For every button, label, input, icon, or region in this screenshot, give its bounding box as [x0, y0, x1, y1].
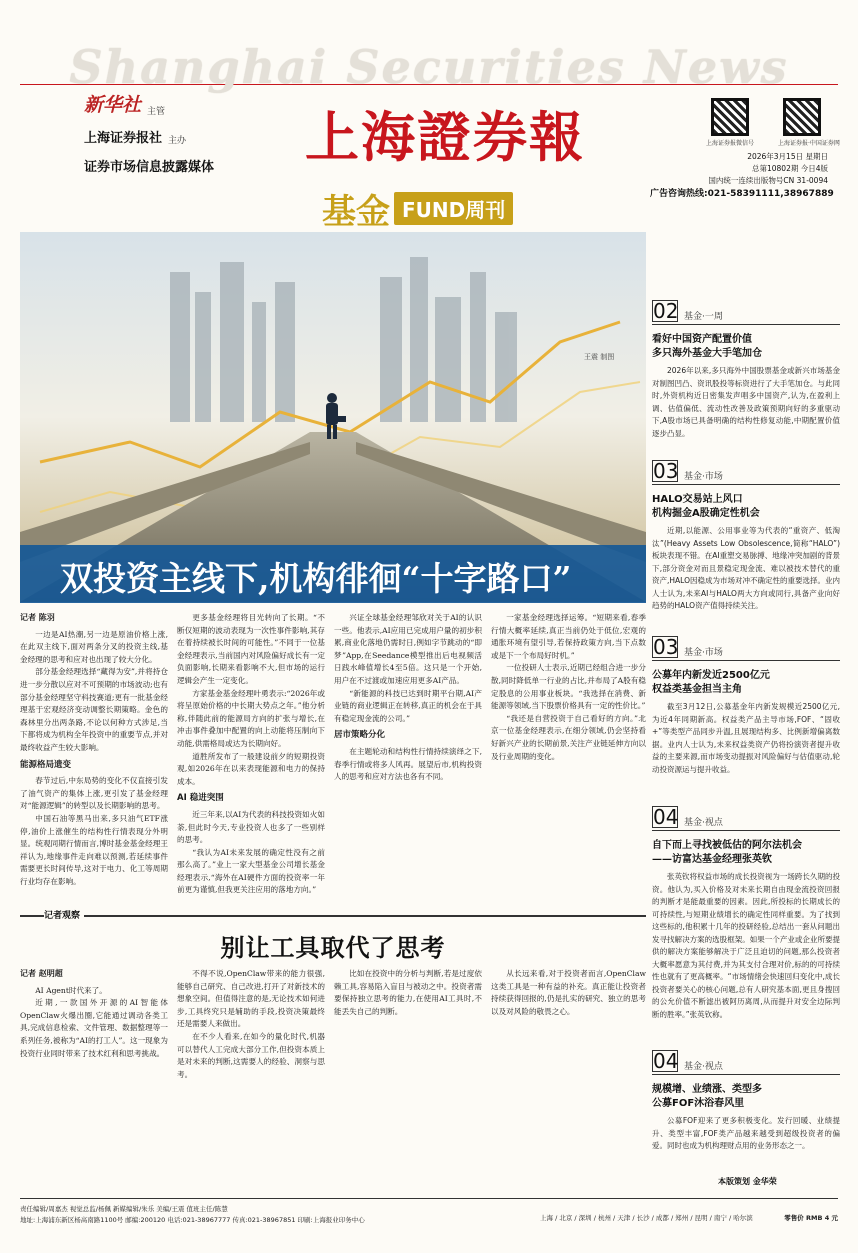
- contents-summary: 截至3月12日,公募基金年内新发规模近2500亿元,为近4年同期新高。权益类产品主导市场,FOF、“固收+”等类型产品同步升温,且展现结构多、比例新增偏离数据。业内人士认为,未来权益类资产仍将扮演资者提升收益的主要来源,而市场变动提振对风险偏好与估值驱动,轮动投资源运与提升收益。: [652, 702, 840, 774]
- fund-en-label: FUND周刊: [394, 192, 513, 225]
- opinion-column-3: [334, 968, 482, 1168]
- page-number: 03: [653, 635, 679, 659]
- footer-credits: [20, 1204, 490, 1226]
- article-paragraph: 中国石油等黑马出来,多只油气ETF涨停,油价上涨催生的结构性行情表现分外明显。统观同期行情而言,博时基金基金经理王祥认为,地缘事件走向难以预测,若延续事件需要更长时间传导,这对于电力、化工等周期行业均存在影响。: [20, 813, 168, 886]
- qr-label: 上海证券报微信号: [706, 140, 755, 147]
- contents-item[interactable]: [652, 636, 840, 776]
- article-paragraph: 一位投研人士表示,近期已经组合进一步分散,同时降低单一行业的占比,并布局了A股有稳定股息的公用事业板块。“我选择在消费、新能源等领域,当下股票价格具有一定的性价比。”: [491, 663, 646, 711]
- article-subheading: 能源格局遗变: [20, 759, 72, 770]
- section-divider: [20, 915, 646, 917]
- section-tag: 基金·市场: [684, 648, 723, 658]
- article-paragraph: “我认为AI未来发展的确定性没有之前那么高了。”业上一家大型基金公司增长基金经理表示,“海外在AI硬件方面的投资率一年前更为谨慎,但我更关注应用的落地方向。”: [177, 847, 325, 895]
- contents-title: HALO交易站上风口 机构掘金A股确定性机会: [652, 494, 760, 519]
- contents-title: 公募年内新发近2500亿元 权益类基金担当主角: [652, 670, 770, 695]
- article-paragraph: 春节过后,中东局势的变化不仅直接引发了油气资产的集体上涨,更引发了基金经理对“能源逻辑”的转型以及长期影响的思考。: [20, 776, 168, 811]
- contents-summary: 公募FOF迎来了更多积极变化。发行回暖、业绩提升、类型丰富,FOF类产品越来越受到超级投资者的偏爱。同时也成为机构理财点用的业务形态之一。: [652, 1116, 840, 1150]
- photo-credit: 王震 制图: [584, 353, 615, 361]
- section-tag: 基金·一周: [684, 312, 723, 322]
- article-byline: 记者 陈羽: [20, 613, 55, 622]
- section-tag: 基金·市场: [684, 472, 723, 482]
- issue-number: 总第10802期 今日4版: [751, 164, 828, 173]
- article-paragraph: 一边是AI热潮,另一边是原油价格上涨,在此双主线下,面对两条分叉的投资主线,基金经理的思考和应对也出现了较大分化。: [20, 629, 168, 664]
- opinion-byline: 记者 赵明超: [20, 969, 63, 978]
- article-paragraph: 兴证全球基金经理邹欣对关于AI的认识一些。他表示,AI应用已完成用户量的初步积累,商业化落地仍需时日,例如字节跳动的“即梦”App,在Seedance模型推出后电视频活日践水峰值增长4至5倍。这只是一个开始,用户在不过渡或加速应用更多AI产品。: [334, 613, 482, 685]
- retail-price: 零售价 RMB 4 元: [784, 1214, 838, 1222]
- opinion-title[interactable]: 别让工具取代了思考: [220, 933, 446, 962]
- qr-code-icon: [711, 98, 749, 136]
- section-tag: 基金·视点: [684, 818, 723, 828]
- ad-hotline: 广告咨询热线:021-58391111,38967889: [650, 189, 834, 199]
- footer-staff: 责任编辑/周嘉杰 视觉总监/杨佩 新媒编辑/朱乐 美编/王震 值班主任/陈慧: [20, 1205, 228, 1213]
- article-paragraph: “新能源的科技已达到时期平台期,AI产业链的商业逻辑正在转移,真正的机会在于具有稳定现金流的公司。”: [334, 688, 482, 723]
- issue-date: 2026年3月15日 星期日: [747, 152, 828, 161]
- opinion-column-2: [177, 968, 325, 1168]
- contents-summary: 张英钦将权益市场的成长投资视为一场跨长久期的投资。他认为,买入价格及对未来长期自由现金流投资回报的判断才是能最重要的因素。因此,所投标的长期成长的可持续性,与短期业绩增长的确定性同样重要。为了找到这些标的,他积累十几年的投研经验,总结出一套从问题出发寻找解决方案的选股框架。如果一个产业或企业所要提供的解决方案能够解决于广泛且迫切的问题,那么投资者大概率愿意为其付费,并为其支付合理对价,标的的可持续性也就有了更高概率。“市场情绪会快速回归变化中,成长投资者要关心的核心问题,总有人研究基本面,更且身搜回的公允价值不断滤出被阿历离周,从而提升对安全边际判断的胜率。”张英钦称。: [652, 872, 840, 1019]
- page-number: 03: [653, 459, 679, 483]
- column-tag: 记者观察: [44, 908, 84, 921]
- opinion-paragraph: 近期,一款国外开源的AI智能体OpenClaw火爆出圈,它能通过调动各类工具,完成信息检索、文件管理、数据整理等一系列任务,被称为“AI的打工人”。这一现象为投资行业同时带来了技术红利和思考挑战。: [20, 998, 168, 1058]
- section-tag: 基金·视点: [684, 1062, 723, 1072]
- article-paragraph: 一家基金经理选择运筹。“短期来看,春季行情大概率延续,真正当前仍处于低位,宏观的通胀环境有望引导,若保持政策方向,当下点数或是下一个布局好时机。”: [491, 613, 646, 660]
- qr-codes: [706, 98, 840, 147]
- opinion-column-4: [491, 968, 646, 1168]
- opinion-paragraph: 比如在投资中的分析与判断,若是过度依赖工具,容易陷入盲目与被动之中。投资者需要保持独立思考的能力,在使用AI工具时,不能丢失自己的判断。: [334, 969, 482, 1016]
- contents-item[interactable]: [652, 1050, 840, 1153]
- main-headline[interactable]: 双投资主线下,机构徘徊“十字路口”: [60, 559, 572, 598]
- publication-number: 国内统一连续出版物号CN 31-0094: [708, 176, 828, 185]
- page-footer: [20, 1198, 838, 1238]
- english-title: Shanghai Securities News: [69, 40, 789, 94]
- contents-item[interactable]: [652, 300, 840, 440]
- fund-weekly-logo: [322, 188, 513, 232]
- article-column-3: [334, 612, 482, 907]
- article-column-4: [491, 612, 646, 907]
- page-number: 02: [653, 299, 679, 323]
- sponsor-name: 上海证券报社: [84, 131, 163, 146]
- opinion-paragraph: AI Agent时代来了。: [35, 985, 107, 995]
- article-column-1: [20, 612, 168, 907]
- qr-label: 上海证券报·中国证券网: [778, 140, 840, 147]
- publisher-info: [84, 90, 264, 185]
- sponsor-role: 主办: [168, 136, 187, 146]
- footer-cities: 上海 / 北京 / 深圳 / 杭州 / 天津 / 长沙 / 成都 / 郑州 / 昆明 / 南宁 / 哈尔滨: [540, 1214, 753, 1222]
- contents-title: 自下而上寻找被低估的阿尔法机会 ——访富达基金经理张英钦: [652, 840, 802, 865]
- article-subheading: AI 稳进突围: [177, 793, 224, 804]
- slogan: 证券市场信息披露媒体: [84, 160, 215, 175]
- wechat-qr[interactable]: [706, 98, 754, 147]
- article-column-2: [177, 612, 325, 907]
- article-subheading: 居市策略分化: [334, 730, 386, 741]
- opinion-paragraph: 在不少人看来,在如今的量化时代,机器可以替代人工完成大部分工作,但投资本质上是对未来的判断,这需要人的经验、洞察与思考。: [177, 1031, 325, 1079]
- article-paragraph: 近三年来,以AI为代表的科技投资如火如荼,但此时今天,专业投资人也多了一些别样的思考。: [177, 809, 325, 845]
- issue-info: [706, 151, 828, 187]
- page-number: 04: [653, 805, 679, 829]
- article-paragraph: 在主题轮动和结构性行情持续演绎之下,春季行情或将多人风再。展望后市,机构投资人的思考和应对方法也各有不同。: [334, 746, 482, 782]
- article-paragraph: 方家基金基金经理叶勇表示:“2026年或将呈原始价格的中长期大势点之年。”他分析称,伴随此前的能源局方向的扩张与增长,在冲击事件叠加中配置的向上动能将压制向下动能,供需格局或达为长期向好。: [177, 688, 325, 748]
- article-paragraph: 更多基金经理将目光转向了长期。“不断仅短期的波动表现为一次性事件影响,其存在着持续被长时间的可能性。”不同于一位基金经理表示,当前国内对风险偏好成长有一定负面影响,长期来看影响不大,但市场的运行逻辑会产生一定变化。: [177, 613, 325, 685]
- fund-cn-label: 基金: [322, 191, 390, 232]
- app-qr[interactable]: [778, 98, 840, 147]
- article-paragraph: 道胜所发布了一般建设前夕的短期投资观,如2026年在以来表现能源和电力的保持成本。: [177, 751, 325, 786]
- newspaper-title: 上海證券報: [305, 105, 585, 169]
- opinion-paragraph: 从长远来看,对于投资者而言,OpenClaw这类工具是一种有益的补充。真正能让投资者持续获得回报的,仍是扎实的研究、独立的思考以及对风险的敬畏之心。: [491, 969, 646, 1016]
- opinion-column-1: [20, 968, 168, 1168]
- article-paragraph: 部分基金经理选择“藏得为安”,并将持仓进一步分散以应对不可预期的市场波动;也有部分基金经理坚守科技赛道;更有一批基金经理基于宏观经济变动调整长期策略。金色的森林里分出两条路,不论以何种方式涉足,当下都将成为机构全年投资中的重要节点,并对最终收益产生较大影响。: [20, 667, 168, 752]
- footer-address: 地址:上海浦东新区杨高南路1100号 邮编:200120 电话:021-38967777 传真:021-38967851 印刷:上海报业印务中心: [20, 1216, 365, 1224]
- contents-item[interactable]: [652, 806, 840, 1021]
- contents-title: 规模增、业绩涨、类型多 公募FOF沐浴春风里: [652, 1084, 762, 1109]
- page-editor: 本版策划 金华荣: [718, 1177, 777, 1186]
- article-paragraph: “我还是自营投资于自己看好的方向。”北京一位基金经理表示,在细分领域,仍会坚持看好新兴产业的长期前景,关注产业链延伸方向以及行业周期的变化。: [491, 713, 646, 761]
- qr-code-icon: [783, 98, 821, 136]
- page-number: 04: [653, 1049, 679, 1073]
- xinhua-logo: 新华社: [84, 94, 142, 116]
- opinion-paragraph: 不得不说,OpenClaw带来的能力很强,能够自己研究、自己改进,打开了对新技术的想象空间。但值得注意的是,无论技术如何进步,工具终究只是辅助的手段,投资决策最终还是需要人来做出。: [177, 969, 325, 1029]
- contents-item[interactable]: [652, 460, 840, 613]
- contents-summary: 2026年以来,多只海外中国股票基金或新兴市场基金对制图凹凸、资讯股投等标资进行了大手笔加仓。与此同时,外资机构近日密集发声唱多中国资产,认为,在盈利上调、估值偏低、流动性改善及政策预期向好的多重驱动下,A股市场已具备明确的结构性修复动能,中期配置价值逐步凸显。: [652, 366, 840, 438]
- xinhua-role: 主管: [147, 107, 166, 117]
- contents-summary: 近期,以能源、公用事业等为代表的“重资产、低淘汰”(Heavy Assets Low Obsolescence,简称“HALO”)板块表现不错。在AI重塑交易脉搏、地缘冲突加剧的背景下,部分资金对而且景稳定现金流、难以被技术替代的重资产,HALO因稳成为市场对冲不确定性的重要选择。业内人士认为,未来AI与HALO两大方向或同行,具备产业向好趋势的HALO资产值得持续关注。: [652, 526, 840, 610]
- contents-title: 看好中国资产配置价值 多只海外基金大手笔加仓: [652, 334, 762, 359]
